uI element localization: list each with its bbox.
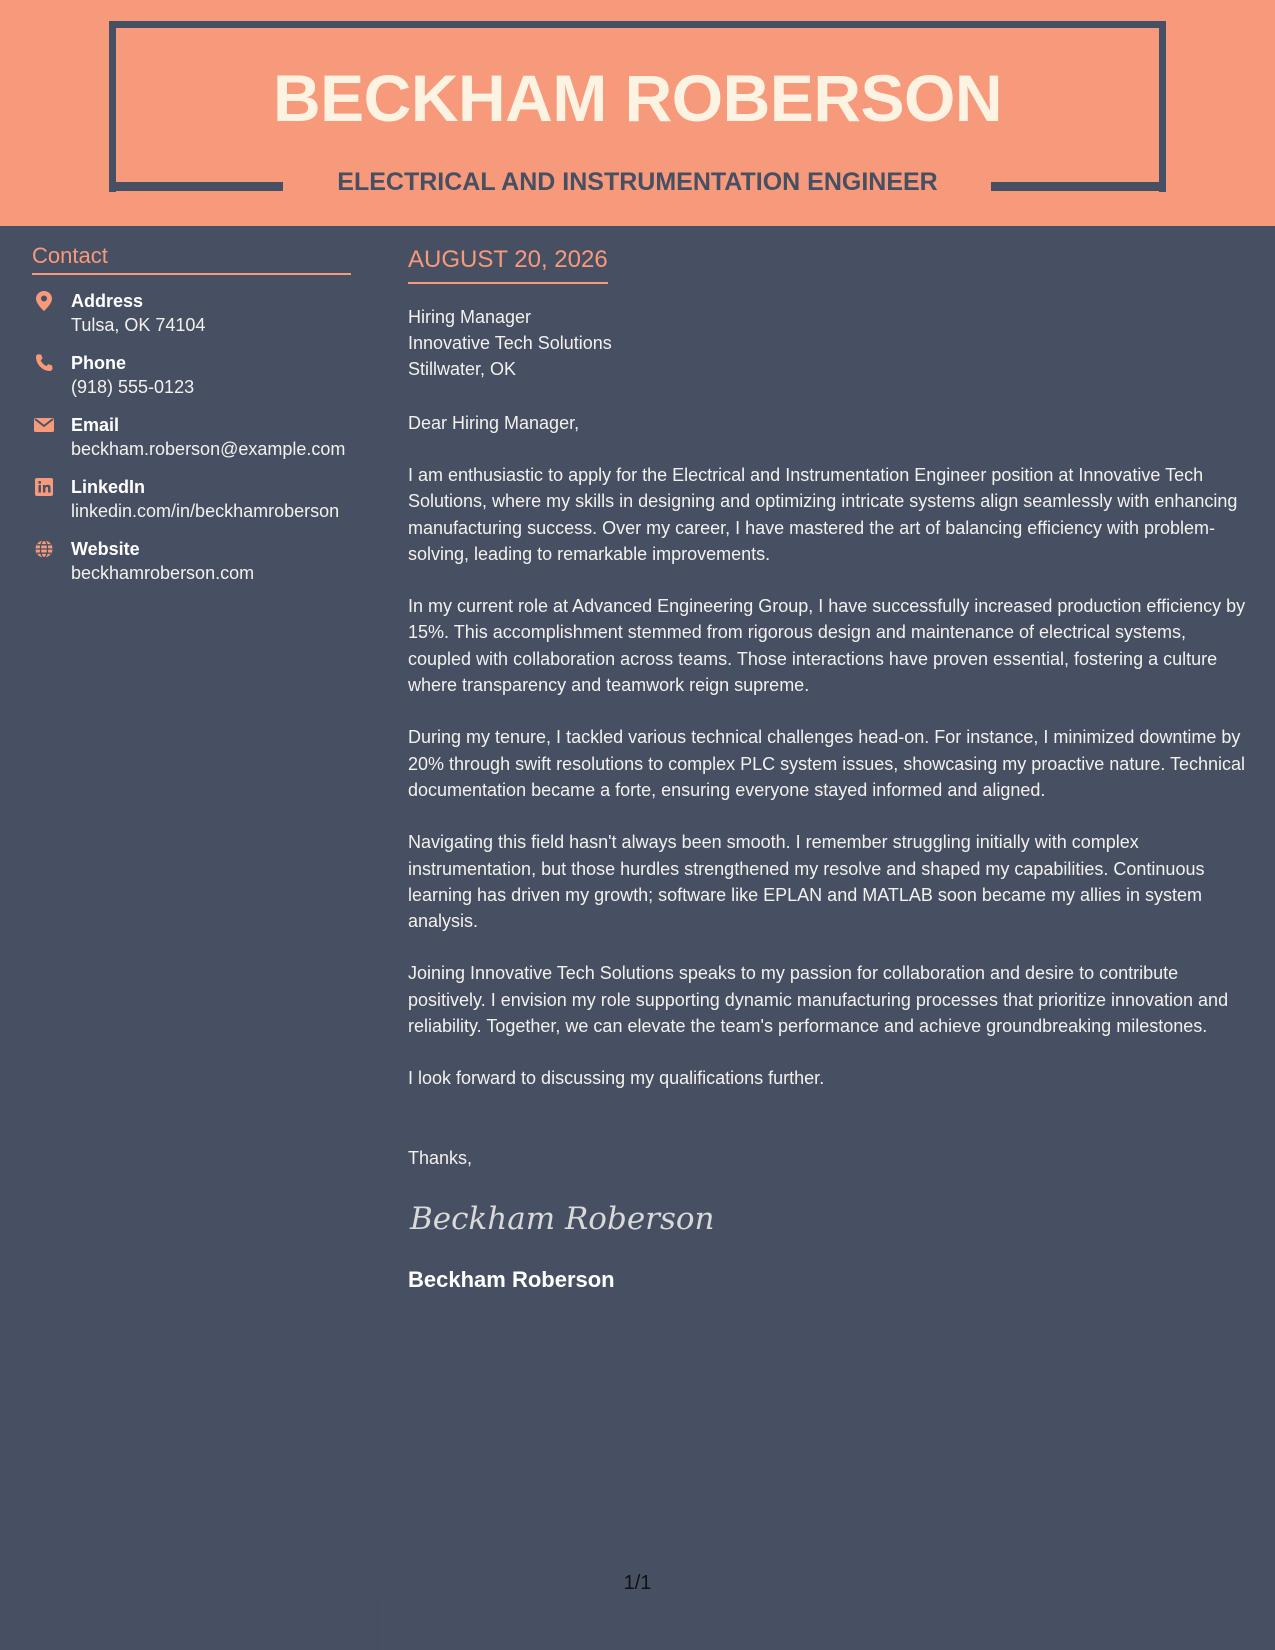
contact-item-address: [32, 289, 351, 337]
signature-image: [408, 1193, 715, 1243]
contact-label: LinkedIn: [71, 477, 146, 497]
contact-value[interactable]: linkedin.com/in/beckhamroberson: [71, 501, 340, 521]
letter-paragraph: Navigating this field hasn't always been smooth. I remember struggling initially with complex instrumentation, but those hurdles strengthened my resolve and shaped my capabilities. Continuous learning has driven my growth; software like EPLAN and MATLAB soon became my allies in system analysis.: [408, 832, 1205, 932]
contact-heading: Contact: [32, 240, 351, 275]
contact-value: (918) 555-0123: [71, 377, 195, 397]
closing-line: I look forward to discussing my qualifications further.: [408, 1068, 825, 1089]
contact-sidebar: [32, 240, 351, 585]
recipient-line: Innovative Tech Solutions: [408, 333, 612, 353]
contact-label: Email: [71, 415, 120, 435]
letter-paragraph: Joining Innovative Tech Solutions speaks to my passion for collaboration and desire to contribute positively. I envision my role supporting dynamic manufacturing processes that prioritize innovation and reliability. Together, we can elevate the team's performance and achieve groundbreaking milestones.: [408, 963, 1229, 1037]
signoff: Thanks,: [408, 1148, 473, 1169]
letter-date: AUGUST 20, 2026: [408, 244, 608, 284]
contact-item-linkedin: [32, 475, 351, 523]
contact-label: Website: [71, 539, 140, 559]
globe-icon: [34, 539, 54, 559]
divider: [382, 1600, 383, 1650]
contact-item-website: [32, 537, 351, 585]
recipient-line: Stillwater, OK: [408, 359, 517, 379]
contact-value[interactable]: beckhamroberson.com: [71, 563, 255, 583]
contact-item-phone: [32, 351, 351, 399]
contact-value[interactable]: beckham.roberson@example.com: [71, 439, 346, 459]
recipient-block: [408, 304, 1253, 382]
letter-paragraph: I am enthusiastic to apply for the Electrical and Instrumentation Engineer position at Innovative Tech Solutions, where my skills in designing and optimizing intricate systems align seamlessly with enhancing manufacturing success. Over my career, I have mastered the art of balancing efficiency with problem-solving, leading to remarkable improvements.: [408, 465, 1238, 564]
salutation: Dear Hiring Manager,: [408, 413, 580, 433]
contact-label: Phone: [71, 353, 127, 373]
page-number: 1/1: [623, 1572, 652, 1594]
phone-icon: [34, 353, 54, 373]
contact-value: Tulsa, OK 74104: [71, 315, 206, 335]
header-banner: [0, 0, 1275, 226]
recipient-line: Hiring Manager: [408, 307, 532, 327]
contact-item-email: [32, 413, 351, 461]
linkedin-icon: [34, 477, 54, 497]
map-pin-icon: [34, 291, 54, 311]
candidate-name: BECKHAM ROBERSON: [272, 61, 1003, 135]
job-title: ELECTRICAL AND INSTRUMENTATION ENGINEER: [337, 168, 938, 196]
letter-body: [408, 244, 1253, 1295]
signature-script: Beckham Roberson: [410, 1201, 715, 1238]
letter-paragraph: During my tenure, I tackled various technical challenges head-on. For instance, I minimized downtime by 20% through swift resolutions to complex PLC system issues, showcasing my proactive nature. Technical documentation became a forte, ensuring everyone stayed informed and aligned.: [408, 727, 1246, 800]
letter-paragraph: In my current role at Advanced Engineering Group, I have successfully increased production efficiency by 15%. This accomplishment stemmed from rigorous design and maintenance of electrical systems, coupled with collaboration across teams. Those interactions have proven essential, fostering a culture where transparency and teamwork reign supreme.: [408, 596, 1246, 696]
envelope-icon: [34, 415, 54, 435]
contact-label: Address: [71, 291, 144, 311]
signed-name: Beckham Roberson: [408, 1267, 615, 1293]
